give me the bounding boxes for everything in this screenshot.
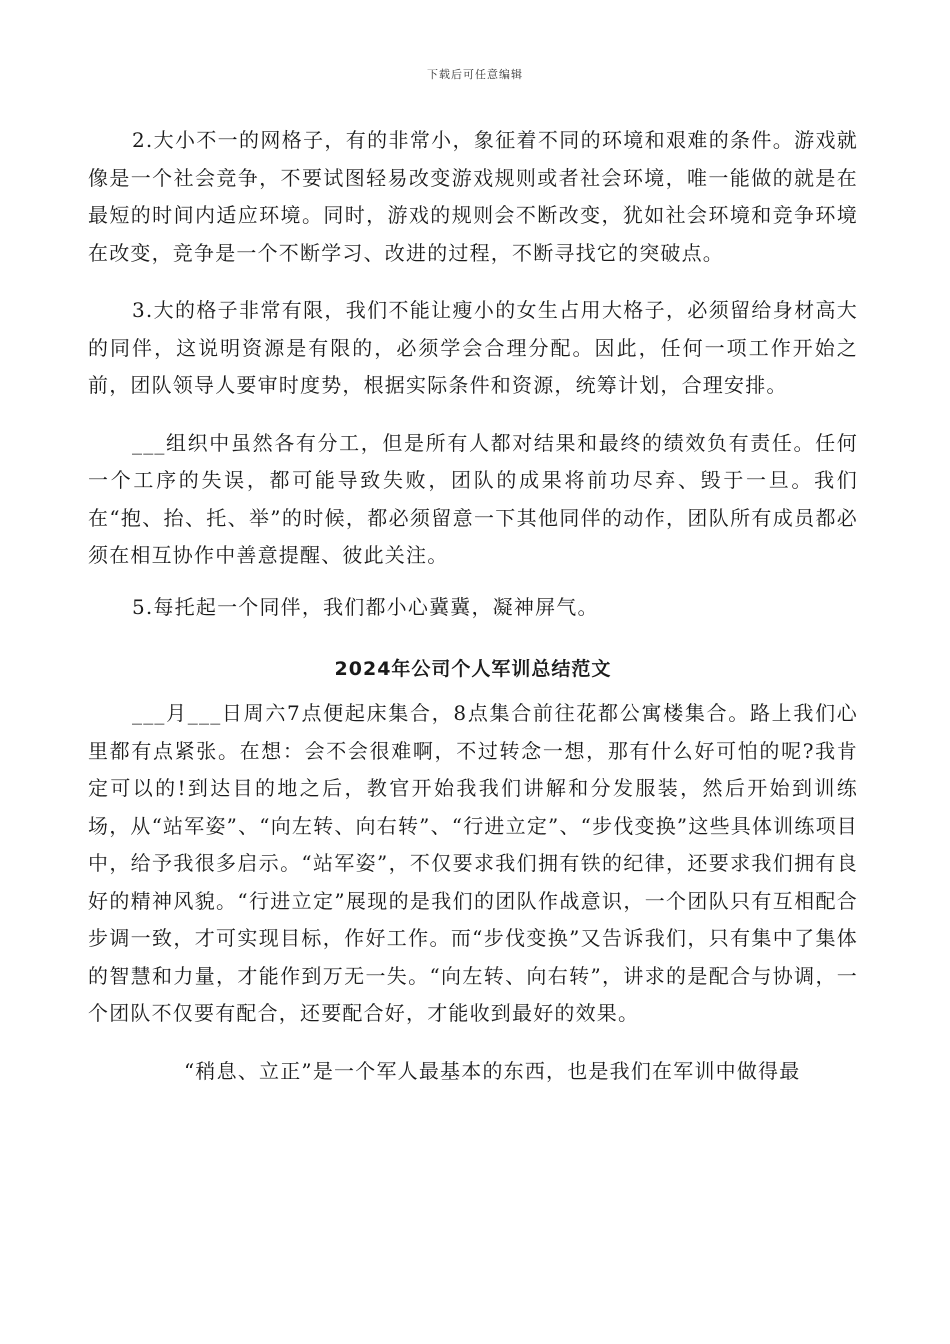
paragraph-military-training: ___月___日周六7点便起床集合，8点集合前往花都公寓楼集合。路上我们心里都有点紧张。在想：会不会很难啊，不过转念一想，那有什么好可怕的呢?我肯定可以的!到达目的地之后，教官开始我我们讲解和分发服装，然后开始到训练场，从“站军姿”、“向左转、向右转”、“行进立定”、“步伐变换”这些具体训练项目中，给予我很多启示。“站军姿”，不仅要求我们拥有铁的纪律，还要求我们拥有良好的精神风貌。“行进立定”展现的是我们的团队作战意识，一个团队只有互相配合步调一致，才可实现目标，作好工作。而“步伐变换”又告诉我们，只有集中了集体的智慧和力量，才能作到万无一失。“向左转、向右转”，讲求的是配合与协调，一个团队不仅要有配合，还要配合好，才能收到最好的效果。 [88,701,858,1025]
paragraph-stand-at-ease: “稍息、立正”是一个军人最基本的东西，也是我们在军训中做得最 [184,1058,801,1083]
paragraph-item-5: 5.每托起一个同伴，我们都小心冀冀，凝神屏气。 [132,594,599,619]
document-body [88,122,858,1090]
paragraph-item-4: ___组织中虽然各有分工，但是所有人都对结果和最终的绩效负有责任。任何一个工序的失误，都可能导致失败，团队的成果将前功尽弃、毁于一旦。我们在“抱、抬、托、举”的时候，都必须留意一下其他同伴的动作，团队所有成员都必须在相互协作中善意提醒、彼此关注。 [88,430,858,567]
section-title: 2024年公司个人军训总结范文 [334,658,612,680]
paragraph-item-3: 3.大的格子非常有限，我们不能让瘦小的女生占用大格子，必须留给身材高大的同伴，这说明资源是有限的，必须学会合理分配。因此，任何一项工作开始之前，团队领导人要审时度势，根据实际条件和资源，统筹计划，合理安排。 [88,298,858,397]
paragraph-item-2: 2.大小不一的网格子，有的非常小，象征着不同的环境和艰难的条件。游戏就像是一个社会竞争，不要试图轻易改变游戏规则或者社会环境，唯一能做的就是在最短的时间内适应环境。同时，游戏的规则会不断改变，犹如社会环境和竞争环境在改变，竞争是一个不断学习、改进的过程，不断寻找它的突破点。 [88,128,858,265]
page-header: 下载后可任意编辑 [427,68,523,81]
